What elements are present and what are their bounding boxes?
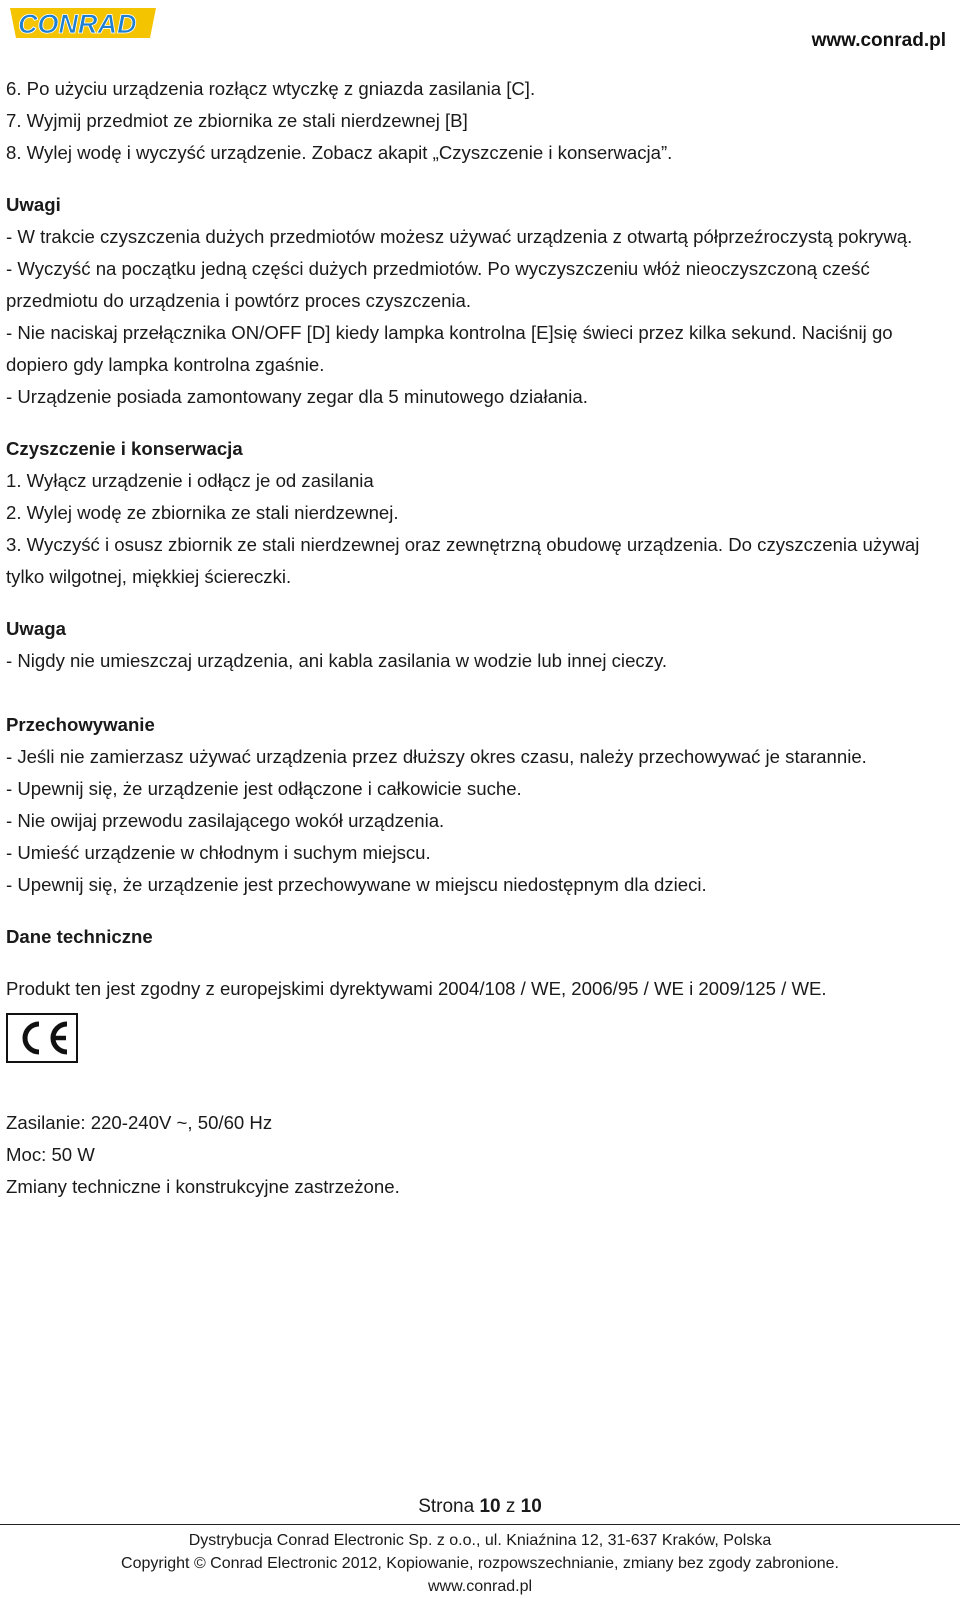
note-item: - Wyczyść na początku jedną części dużych przedmiotów. Po wyczyszczeniu włóż nieoczyszczoną cześć przedmiotu do urządzenia i powtórz proces czyszczenia. <box>6 258 870 311</box>
spec-power: Moc: 50 W <box>6 1144 95 1165</box>
cleaning-step: 3. Wyczyść i osusz zbiornik ze stali nierdzewnej oraz zewnętrzną obudowę urządzenia. Do czyszczenia używaj tylko wilgotnej, miękkiej ściereczki. <box>6 534 920 587</box>
spec-disclaimer: Zmiany techniczne i konstrukcyjne zastrzeżone. <box>6 1176 400 1197</box>
page-total: 10 <box>520 1496 542 1517</box>
cleaning-step: 2. Wylej wodę ze zbiornika ze stali nierdzewnej. <box>6 502 399 523</box>
spec-power-supply: Zasilanie: 220-240V ~, 50/60 Hz <box>6 1112 273 1133</box>
page-number: Strona 10 z 10 <box>418 1496 542 1517</box>
step-7: 7. Wyjmij przedmiot ze zbiornika ze stali nierdzewnej [B] <box>6 110 468 131</box>
footer-url: www.conrad.pl <box>427 1578 533 1595</box>
storage-heading: Przechowywanie <box>6 714 155 735</box>
svg-text:CONRAD: CONRAD <box>18 9 137 39</box>
step-8: 8. Wylej wodę i wyczyść urządzenie. Zobacz akapit „Czyszczenie i konserwacja”. <box>6 142 673 163</box>
page-header <box>0 0 960 60</box>
page-current: 10 <box>479 1496 501 1517</box>
footer-divider <box>0 1524 960 1525</box>
warning-heading: Uwaga <box>6 618 66 639</box>
document-body <box>6 73 956 1203</box>
site-url: www.conrad.pl <box>811 30 946 51</box>
conrad-logo <box>6 4 162 42</box>
note-item: - Nie naciskaj przełącznika ON/OFF [D] kiedy lampka kontrolna [E]się świeci przez kilka sekund. Naciśnij go dopiero gdy lampka kontrolna zgaśnie. <box>6 322 893 375</box>
note-item: - W trakcie czyszczenia dużych przedmiotów możesz używać urządzenia z otwartą półprzeźroczystą pokrywą. <box>6 226 913 247</box>
copyright-line: Copyright © Conrad Electronic 2012, Kopiowanie, rozpowszechnianie, zmiany bez zgody zabronione. <box>121 1555 839 1572</box>
distributor-line: Dystrybucja Conrad Electronic Sp. z o.o., ul. Kniaźnina 12, 31-637 Kraków, Polska <box>188 1532 772 1549</box>
page-footer <box>0 1496 960 1598</box>
ce-mark-icon <box>6 1013 78 1063</box>
storage-item: - Upewnij się, że urządzenie jest przechowywane w miejscu niedostępnym dla dzieci. <box>6 874 707 895</box>
note-item: - Urządzenie posiada zamontowany zegar dla 5 minutowego działania. <box>6 386 588 407</box>
cleaning-heading: Czyszczenie i konserwacja <box>6 438 243 459</box>
step-6: 6. Po użyciu urządzenia rozłącz wtyczkę z gniazda zasilania [C]. <box>6 78 536 99</box>
storage-item: - Jeśli nie zamierzasz używać urządzenia przez dłuższy okres czasu, należy przechowywać je starannie. <box>6 746 867 767</box>
storage-item: - Umieść urządzenie w chłodnym i suchym miejscu. <box>6 842 431 863</box>
storage-item: - Upewnij się, że urządzenie jest odłączone i całkowicie suche. <box>6 778 522 799</box>
storage-item: - Nie owijaj przewodu zasilającego wokół urządzenia. <box>6 810 445 831</box>
notes-heading: Uwagi <box>6 194 61 215</box>
specs-heading: Dane techniczne <box>6 926 153 947</box>
compliance-text: Produkt ten jest zgodny z europejskimi dyrektywami 2004/108 / WE, 2006/95 / WE i 2009/125 / WE. <box>6 978 827 999</box>
warning-text: - Nigdy nie umieszczaj urządzenia, ani kabla zasilania w wodzie lub innej cieczy. <box>6 650 668 671</box>
cleaning-step: 1. Wyłącz urządzenie i odłącz je od zasilania <box>6 470 374 491</box>
